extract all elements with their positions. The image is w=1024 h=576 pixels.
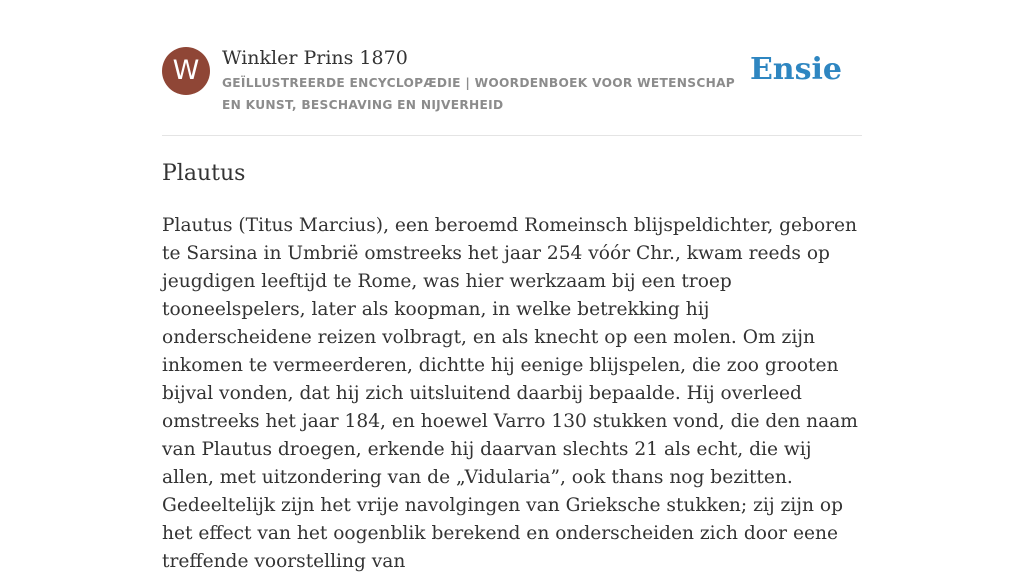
source-subtitle: GEÏLLUSTREERDE ENCYCLOPÆDIE | WOORDENBOEK VOOR WETENSCHAP EN KUNST, BESCHAVING EN NIJVERHEID <box>222 76 736 112</box>
entry-text: Plautus (Titus Marcius), een beroemd Romeinsch blijspeldichter, geboren te Sarsina in Umbrië omstreeks het jaar 254 vóór Chr., kwam reeds op jeugdigen leeftijd te Rome, was hier werkzaam bij een troep tooneelspelers, later als koopman, in welke betrekking hij onderscheidene reizen volbragt, en als knecht op een molen. Om zijn inkomen te vermeerderen, dichtte hij eenige blijspelen, die zoo grooten bijval vonden, dat hij zich uitsluitend daarbij bepaalde. Hij overleed omstreeks het jaar 184, en hoewel Varro 130 stukken vond, die den naam van Plautus droegen, erkende hij daarvan slechts 21 als echt, die wij allen, met uitzondering van de „Vidularia”, ook thans nog bezitten. Gedeeltelijk zijn het vrije navolgingen van Grieksche stukken; zij zijn op het effect van het oogenblik berekend en onderscheiden zich door eene treffende voorstelling van <box>162 215 858 572</box>
source-avatar[interactable]: W <box>162 47 210 95</box>
source-header <box>162 46 862 116</box>
header-divider <box>162 135 862 136</box>
entry-title: Plautus <box>162 161 246 186</box>
ensie-logo-link[interactable]: Ensie <box>749 52 842 87</box>
source-title[interactable]: Winkler Prins 1870 <box>222 47 408 69</box>
